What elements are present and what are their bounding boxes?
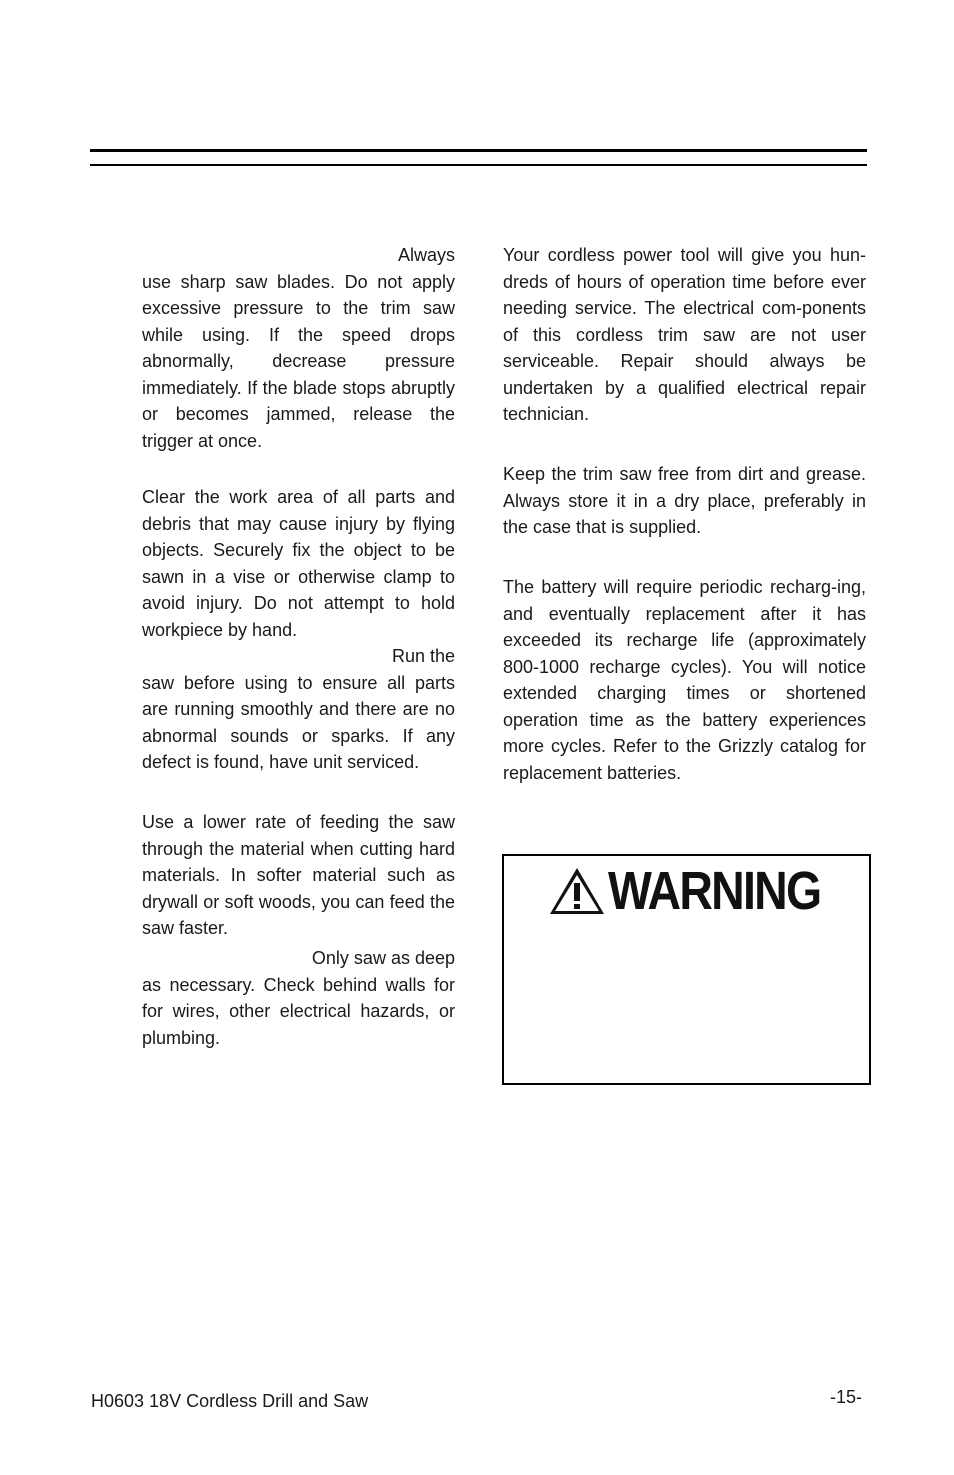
left-column-block-3 (142, 809, 455, 942)
left-column-block-2 (142, 484, 455, 776)
right-column-block-1 (503, 242, 866, 428)
left-p5-lead: Only saw as deep (311, 948, 455, 968)
left-column-block-4 (142, 945, 455, 1051)
left-p3-lead: Run the (391, 646, 455, 666)
header-rule-thin (90, 164, 867, 166)
left-p5-text: as necessary. Check behind walls for for wires, other electrical hazards, or plumbing. (142, 974, 455, 1048)
warning-header (548, 862, 855, 920)
page-number: -15- (830, 1387, 863, 1407)
left-p4-text: Use a lower rate of feeding the saw through the material when cutting hard materials. In softer material such as drywall or soft woods, you can feed the saw faster. (142, 812, 455, 938)
left-p2-text: Clear the work area of all parts and debris that may cause injury by flying objects. Securely fix the object to be sawn in a vise or otherwise clamp to avoid injury. Do not attempt to hold workpiece by hand. (142, 487, 455, 640)
warning-box (502, 854, 871, 1085)
left-p3-text: saw before using to ensure all parts are running smoothly and there are no abnormal sounds or sparks. If any defect is found, have unit serviced. (142, 672, 455, 772)
left-p1-lead: Always (397, 245, 455, 265)
right-column-block-3 (503, 574, 866, 786)
warning-triangle-icon (548, 866, 606, 916)
warning-title: WARNING (608, 861, 821, 921)
right-p3-text: The battery will require periodic recharg-ing, and eventually replacement after it has exceeded its recharge life (approximately 800-1000 recharge cycles). You will notice extended charging times or shortened operation time as the battery experiences more cycles. Refer to the Grizzly catalog for replacement batteries. (503, 577, 866, 783)
right-column-block-2 (503, 461, 866, 541)
right-p2-text: Keep the trim saw free from dirt and grease. Always store it in a dry place, preferably in the case that is supplied. (503, 464, 866, 537)
footer-title: H0603 18V Cordless Drill and Saw (91, 1391, 369, 1411)
right-p1-text: Your cordless power tool will give you hun-dreds of hours of operation time before ever needing service. The electrical com-ponents of this cordless trim saw are not user serviceable. Repair should always be undertaken by a qualified electrical repair technician. (503, 245, 866, 424)
left-column-block-1 (142, 242, 455, 454)
header-rule-thick (90, 149, 867, 152)
left-p1-text: use sharp saw blades. Do not apply excessive pressure to the trim saw while using. If the speed drops abnormally, decrease pressure immediately. If the blade stops abruptly or becomes jammed, release the trigger at once. (142, 271, 455, 451)
